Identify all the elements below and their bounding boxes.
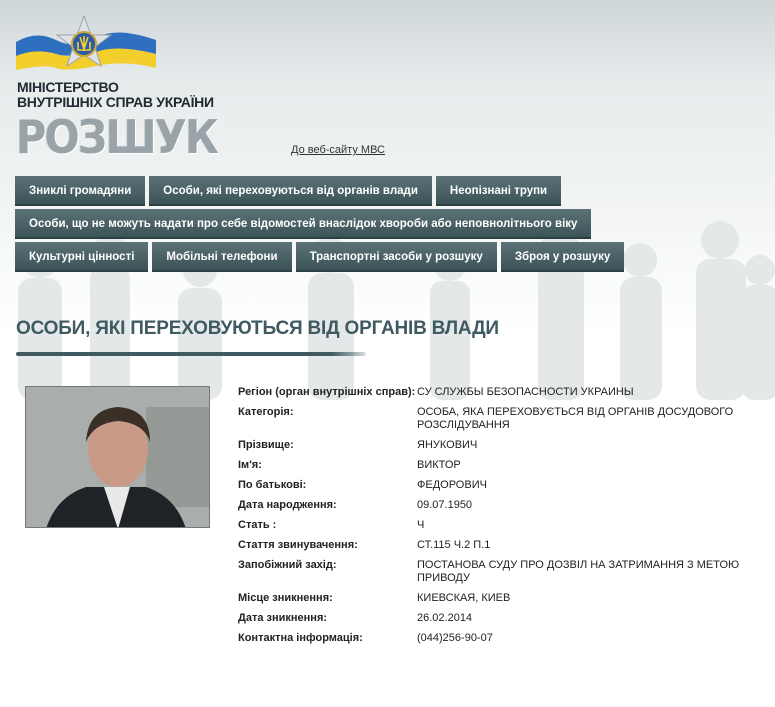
detail-row (238, 459, 763, 472)
ministry-line-1: МІНІСТЕРСТВО (17, 79, 119, 95)
nav-row-1 (15, 176, 615, 206)
detail-row (238, 439, 763, 452)
person-photo-placeholder (26, 387, 210, 528)
nav-row-3 (15, 242, 615, 272)
detail-label: Стаття звинувачення: (238, 539, 358, 551)
detail-label: Стать : (238, 519, 277, 531)
brand-title: РОЗШУК (16, 110, 218, 164)
nav-persons-unable-to-identify[interactable]: Особи, що не можуть надати про себе відомостей внаслідок хвороби або неповнолітнього віку (15, 209, 591, 239)
detail-label: Місце зникнення: (238, 592, 333, 604)
detail-row (238, 519, 763, 532)
detail-value: ВИКТОР (417, 459, 461, 471)
nav-row-2 (15, 209, 615, 239)
detail-row (238, 386, 763, 399)
detail-label: Прізвище: (238, 439, 294, 451)
title-underline-divider (16, 352, 366, 356)
detail-row (238, 592, 763, 605)
detail-label: Дата народження: (238, 499, 337, 511)
detail-row (238, 632, 763, 645)
detail-value: СТ.115 Ч.2 П.1 (417, 539, 491, 551)
detail-value: ОСОБА, ЯКА ПЕРЕХОВУЄТЬСЯ ВІД ОРГАНІВ ДОСУДОВОГО РОЗСЛІДУВАННЯ (417, 406, 734, 431)
nav-fugitives[interactable]: Особи, які переховуються від органів влади (149, 176, 432, 206)
mvs-website-link[interactable]: До веб-сайту МВС (291, 144, 385, 156)
detail-row (238, 612, 763, 625)
detail-row (238, 539, 763, 552)
main-navigation (15, 176, 615, 275)
detail-value: КИЕВСКАЯ, КИЕВ (417, 592, 511, 604)
detail-label: Запобіжний захід: (238, 559, 337, 571)
nav-vehicles-wanted[interactable]: Транспортні засоби у розшуку (296, 242, 497, 272)
detail-value: (044)256-90-07 (417, 632, 493, 644)
detail-label: Ім'я: (238, 459, 262, 471)
detail-value: 09.07.1950 (417, 499, 473, 511)
detail-value: Ч (417, 519, 425, 531)
person-details (238, 386, 763, 652)
detail-row (238, 499, 763, 512)
page-title: ОСОБИ, ЯКІ ПЕРЕХОВУЮТЬСЯ ВІД ОРГАНІВ ВЛАДИ (16, 318, 499, 339)
detail-value: ФЕДОРОВИЧ (417, 479, 487, 491)
detail-label: Регіон (орган внутрішніх справ): (238, 386, 416, 398)
nav-mobile-phones[interactable]: Мобільні телефони (152, 242, 291, 272)
ministry-line-2: ВНУТРІШНІХ СПРАВ УКРАЇНИ (17, 94, 214, 110)
detail-value: ЯНУКОВИЧ (417, 439, 478, 451)
nav-weapons-wanted[interactable]: Зброя у розшуку (501, 242, 624, 272)
detail-label: Дата зникнення: (238, 612, 328, 624)
detail-label: Контактна інформація: (238, 632, 363, 644)
detail-label: Категорія: (238, 406, 294, 418)
detail-row (238, 479, 763, 492)
nav-cultural-values[interactable]: Культурні цінності (15, 242, 148, 272)
ministry-name (17, 80, 214, 110)
detail-row (238, 406, 763, 432)
detail-row (238, 559, 763, 585)
detail-value: СУ СЛУЖБЫ БЕЗОПАСНОСТИ УКРАИНЫ (417, 386, 634, 398)
detail-value: ПОСТАНОВА СУДУ ПРО ДОЗВІЛ НА ЗАТРИМАННЯ З МЕТОЮ ПРИВОДУ (417, 559, 740, 584)
person-photo (25, 386, 210, 528)
nav-missing-citizens[interactable]: Зниклі громадяни (15, 176, 145, 206)
ministry-emblem-logo (16, 16, 156, 78)
detail-label: По батькові: (238, 479, 307, 491)
nav-unidentified-bodies[interactable]: Неопізнані трупи (436, 176, 561, 206)
detail-value: 26.02.2014 (417, 612, 473, 624)
